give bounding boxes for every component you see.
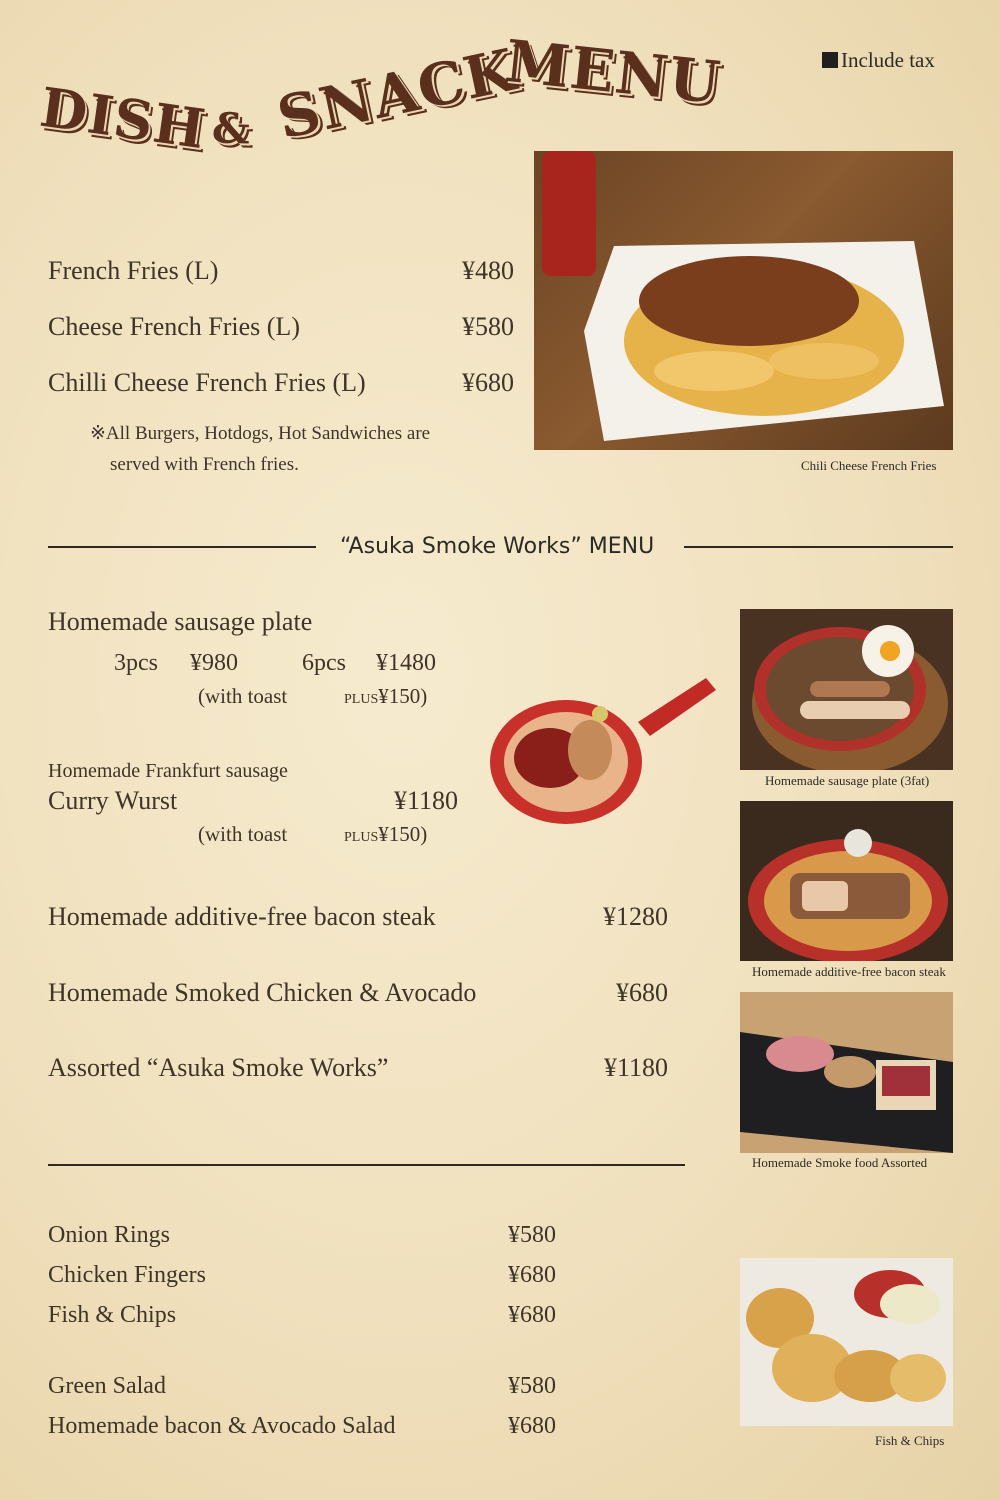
sausage-plate-illustration [740,609,953,770]
chili-cheese-fries-photo [534,151,953,450]
fries-illustration [534,151,953,450]
menu-item-price: ¥680 [508,1413,556,1439]
menu-item-name: French Fries (L) [48,256,219,285]
menu-item-name: Fish & Chips [48,1302,177,1328]
menu-item-name: Green Salad [48,1373,166,1399]
photo-caption: Homemade Smoke food Assorted [752,1155,928,1170]
menu-item-price: ¥580 [508,1222,556,1248]
title-snack: SNACK [271,35,522,153]
menu-item-name: Curry Wurst [48,786,178,815]
title-ampersand: & [211,103,252,154]
sausage-plate-photo [740,609,953,770]
menu-item-name: Onion Rings [48,1222,171,1248]
menu-item-price: ¥1280 [603,902,668,931]
toast-plus-price: PLUS¥150) [344,822,428,846]
divider-right [684,546,953,548]
menu-item-price: ¥1180 [393,786,458,815]
fish-chips-photo [740,1258,953,1426]
menu-item-price: ¥1180 [603,1053,668,1082]
fries-note-line2: served with French fries. [110,454,299,475]
menu-item-name: Homemade bacon & Avocado Salad [48,1413,396,1439]
fish-chips-illustration [740,1258,953,1426]
section-title: “Asuka Smoke Works” MENU [340,534,655,559]
assorted-illustration [740,992,953,1153]
menu-item-price: ¥680 [616,978,668,1007]
toast-plus-price: PLUS¥150) [344,684,428,708]
menu-item-name: Chilli Cheese French Fries (L) [48,368,366,397]
photo-caption: Homemade additive-free bacon steak [752,964,946,979]
tax-note: Include tax [822,48,935,73]
toast-note: (with toast [198,822,288,846]
curry-wurst-illustration [488,670,723,830]
menu-item-name: Assorted “Asuka Smoke Works” [48,1053,389,1082]
photo-caption: Chili Cheese French Fries [801,458,937,473]
menu-item-name: Chicken Fingers [48,1262,206,1288]
qty-label: 6pcs [302,650,346,676]
fries-note-line1: ※All Burgers, Hotdogs, Hot Sandwiches are [90,423,431,444]
menu-item-price: ¥980 [190,650,238,676]
menu-item-price: ¥680 [508,1262,556,1288]
bacon-steak-photo [740,801,953,961]
title-menu: MENU [502,26,724,118]
menu-item-name: Cheese French Fries (L) [48,312,300,341]
menu-item-price: ¥580 [508,1373,556,1399]
menu-item-price: ¥1480 [376,650,436,676]
divider-left [48,546,316,548]
assorted-smoke-photo [740,992,953,1153]
section-divider [48,1164,685,1166]
menu-item-name: Homemade additive-free bacon steak [48,902,436,931]
menu-item-price: ¥580 [462,312,514,341]
qty-label: 3pcs [114,650,158,676]
bacon-steak-illustration [740,801,953,961]
photo-caption: Homemade sausage plate (3fat) [765,773,930,788]
menu-item-price: ¥480 [462,256,514,285]
skillet-icon [488,670,723,830]
square-icon [822,52,838,68]
menu-item-name: Homemade Smoked Chicken & Avocado [48,978,477,1007]
menu-item-name: Homemade sausage plate [48,607,313,636]
menu-item-price: ¥680 [508,1302,556,1328]
toast-note: (with toast [198,684,288,708]
curry-subtitle: Homemade Frankfurt sausage [48,760,288,782]
menu-item-price: ¥680 [462,368,514,397]
title-dish: DISH [36,74,210,162]
photo-caption: Fish & Chips [875,1433,945,1448]
